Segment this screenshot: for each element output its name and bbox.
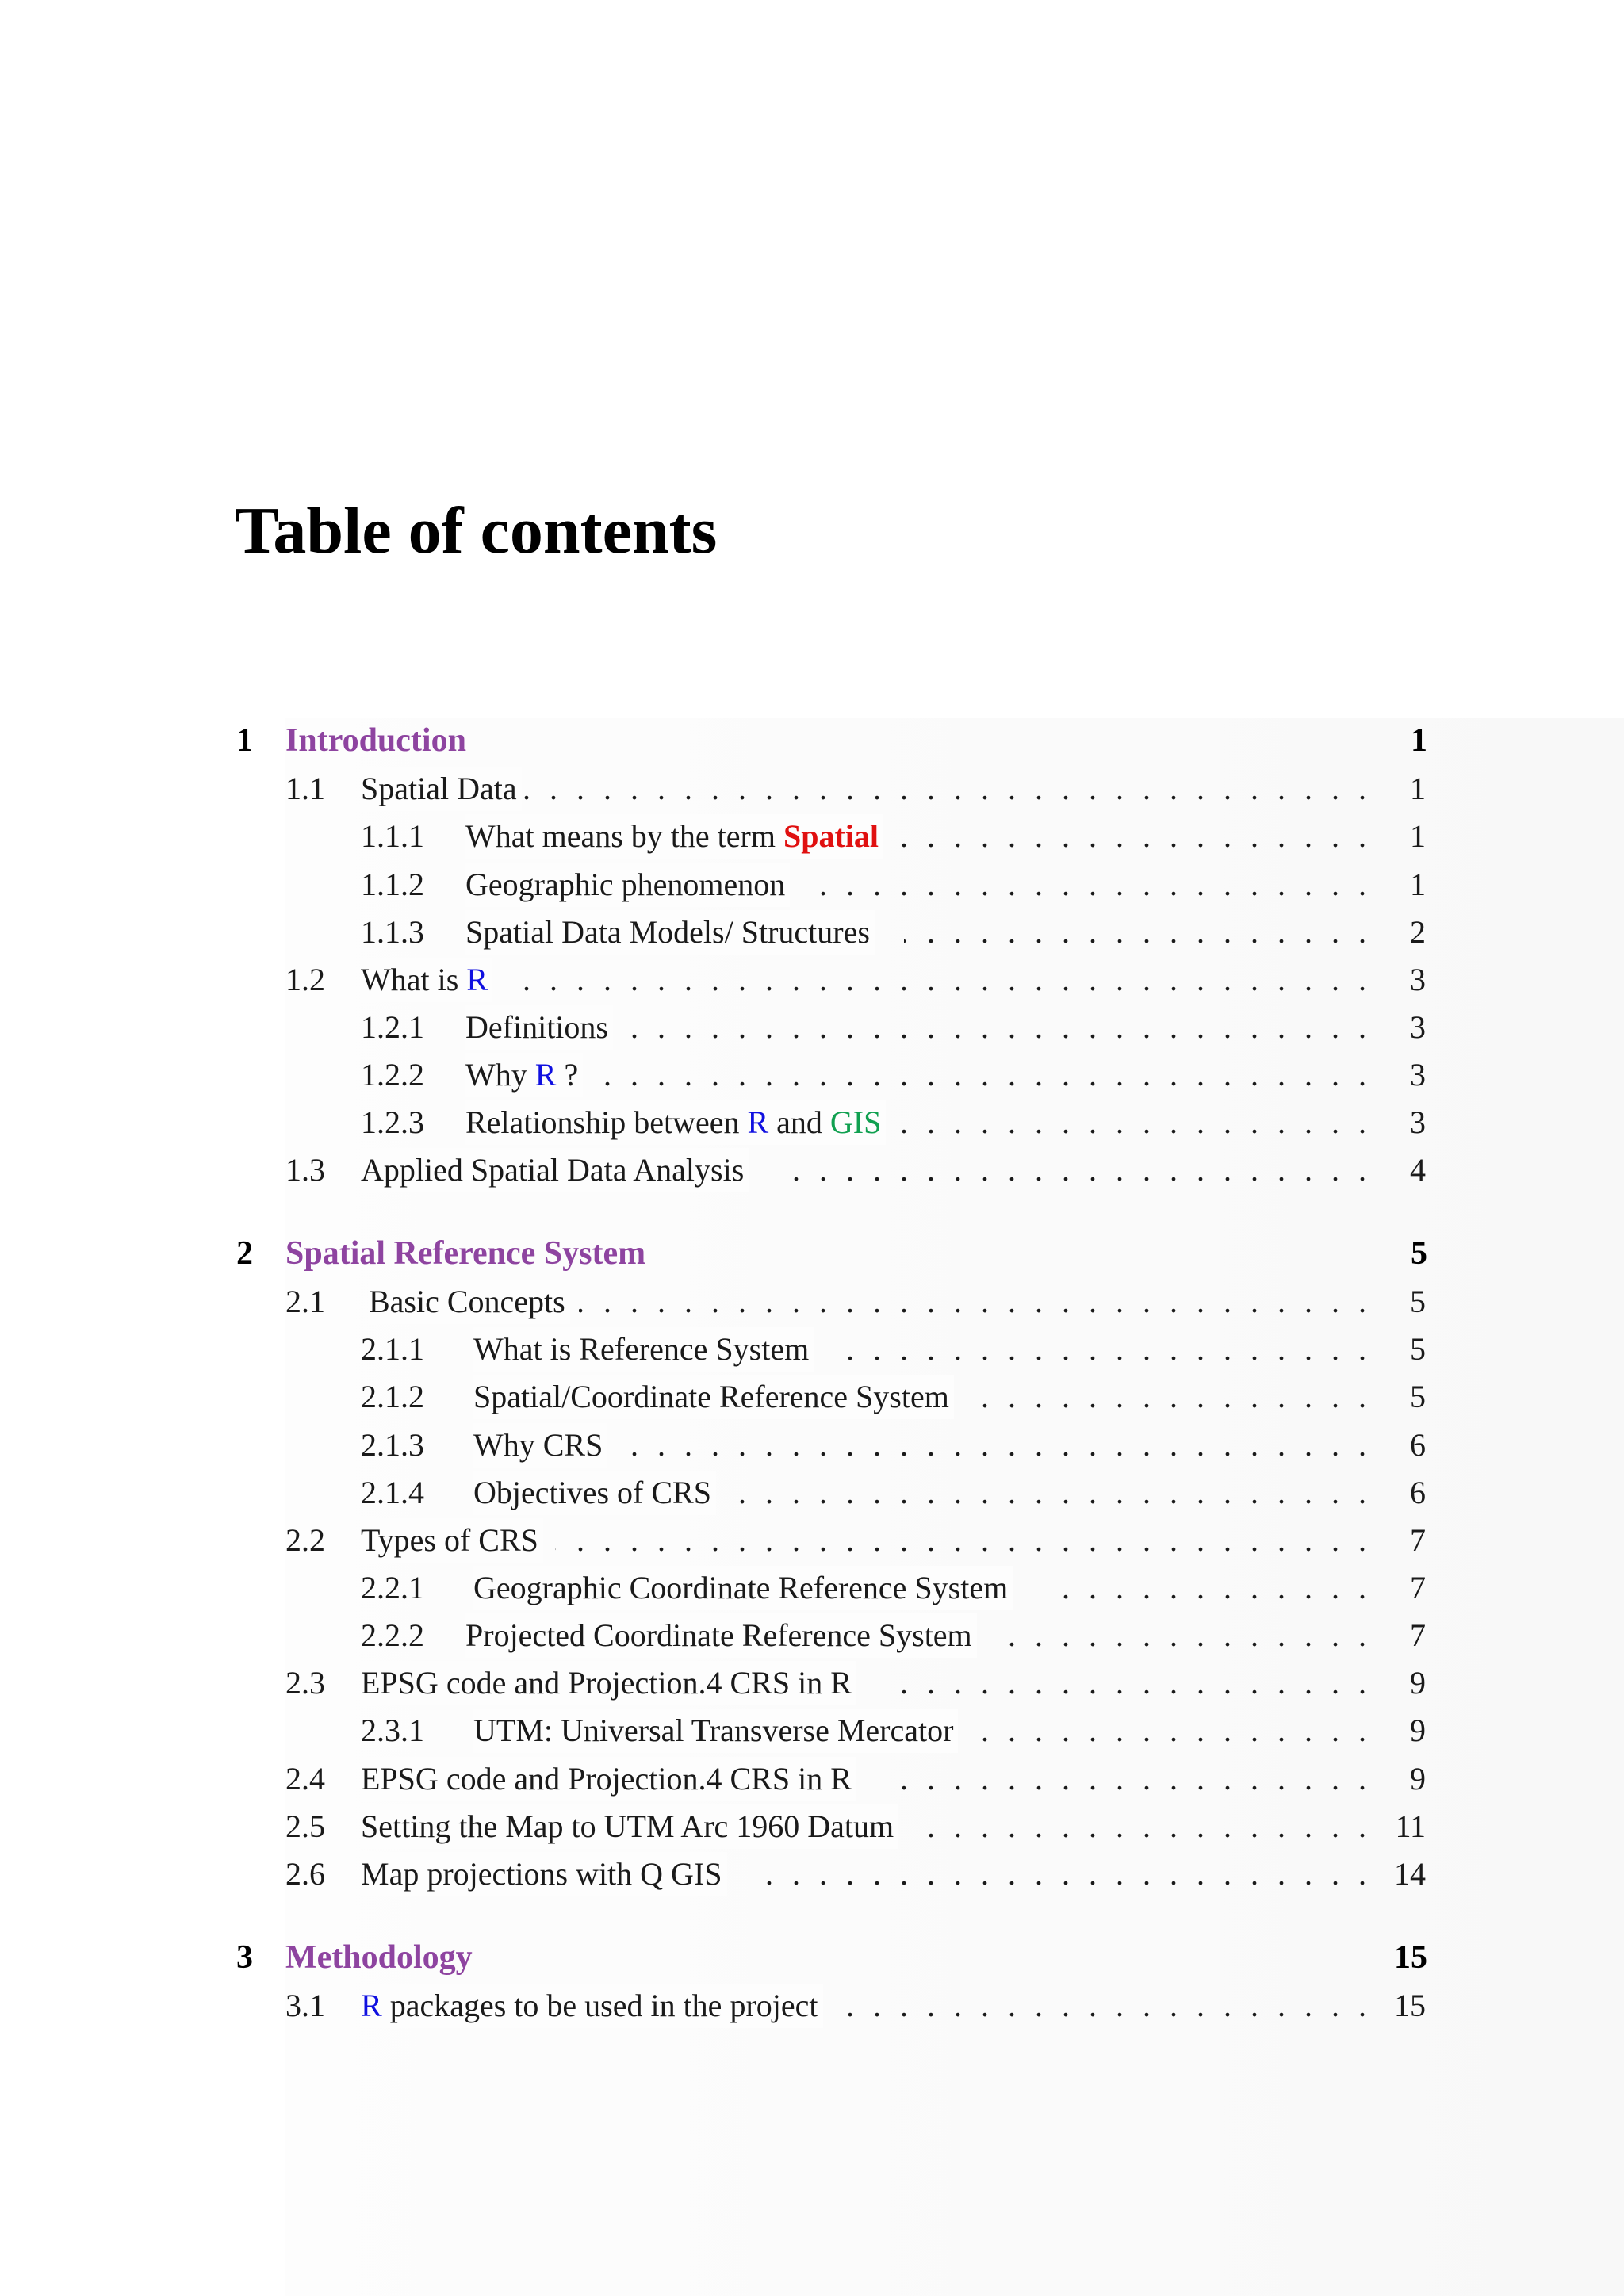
toc-title[interactable]: What is Reference System xyxy=(473,1327,814,1372)
toc-entry-3-1[interactable] xyxy=(0,1984,1624,2028)
toc-title[interactable]: Geographic Coordinate Reference System xyxy=(473,1566,1013,1610)
toc-leader-dots xyxy=(896,1661,1366,1705)
toc-page: 9 xyxy=(1410,1761,1426,1797)
toc-number: 2.2.1 xyxy=(361,1570,424,1605)
toc-title[interactable]: Setting the Map to UTM Arc 1960 Datum xyxy=(361,1804,898,1849)
toc-title-mid: and xyxy=(768,1104,830,1140)
toc-entry-1-1[interactable] xyxy=(0,767,1624,811)
toc-page: 15 xyxy=(1394,1939,1427,1976)
toc-number: 2.3 xyxy=(285,1665,325,1701)
toc-leader-dots xyxy=(523,767,1366,811)
toc-title-text: packages to be used in the project xyxy=(381,1988,818,2023)
toc-entry-2-5[interactable] xyxy=(0,1804,1624,1849)
toc-entry-2-2-1[interactable] xyxy=(0,1566,1624,1610)
toc-leader-dots xyxy=(595,1053,1366,1097)
toc-title-text: Why xyxy=(465,1057,535,1093)
toc-number: 2.4 xyxy=(285,1761,325,1797)
toc-page: 11 xyxy=(1395,1808,1426,1844)
toc-entry-1-3[interactable] xyxy=(0,1148,1624,1192)
toc-leader-dots xyxy=(726,1471,1366,1515)
toc-title[interactable]: Geographic phenomenon xyxy=(465,863,790,907)
toc-page: 6 xyxy=(1410,1475,1426,1510)
toc-entry-2-1[interactable] xyxy=(0,1280,1624,1324)
toc-number: 1.1.1 xyxy=(361,818,424,854)
toc-entry-2-2-2[interactable] xyxy=(0,1613,1624,1658)
toc-title[interactable] xyxy=(465,1053,583,1097)
toc-page: 6 xyxy=(1410,1427,1426,1463)
toc-leader-dots xyxy=(829,1327,1366,1372)
toc-page: 7 xyxy=(1410,1522,1426,1558)
toc-leader-dots xyxy=(848,1984,1366,2028)
toc-page: 7 xyxy=(1410,1570,1426,1605)
toc-title-text: Relationship between xyxy=(465,1104,748,1140)
toc-title-suffix: ? xyxy=(556,1057,579,1093)
toc-chapter-2[interactable] xyxy=(0,1231,1624,1276)
toc-title-text: What is xyxy=(361,962,467,997)
toc-page: 3 xyxy=(1410,1057,1426,1093)
spatial-highlight: Spatial xyxy=(783,818,879,854)
toc-page: 15 xyxy=(1394,1988,1426,2023)
toc-title[interactable]: Methodology xyxy=(285,1939,473,1976)
toc-leader-dots xyxy=(753,1852,1366,1896)
toc-leader-dots xyxy=(975,1375,1366,1419)
toc-leader-dots xyxy=(801,863,1366,907)
toc-number: 2.3.1 xyxy=(361,1712,424,1748)
gis-highlight: GIS xyxy=(829,1104,882,1140)
r-highlight: R xyxy=(361,1988,382,2023)
toc-title[interactable] xyxy=(465,1100,886,1145)
toc-leader-dots xyxy=(896,1100,1366,1145)
toc-title-text: What means by the term xyxy=(465,818,783,854)
toc-number: 1.3 xyxy=(285,1152,325,1188)
toc-title[interactable]: Spatial/Coordinate Reference System xyxy=(473,1375,954,1419)
toc-leader-dots xyxy=(896,814,1366,859)
toc-entry-2-2[interactable] xyxy=(0,1518,1624,1563)
toc-page: 2 xyxy=(1410,914,1426,950)
toc-number: 1 xyxy=(236,722,253,759)
toc-page: 1 xyxy=(1410,818,1426,854)
toc-number: 1.1.3 xyxy=(361,914,424,950)
toc-title[interactable]: UTM: Universal Transverse Mercator xyxy=(473,1709,958,1753)
toc-entry-2-3[interactable] xyxy=(0,1661,1624,1705)
toc-title[interactable]: Spatial Data xyxy=(361,767,522,811)
toc-entry-1-1-2[interactable] xyxy=(0,863,1624,907)
toc-number: 2.1 xyxy=(285,1284,325,1319)
toc-number: 3 xyxy=(236,1939,253,1976)
toc-page: 3 xyxy=(1410,1104,1426,1140)
toc-number: 1.2.3 xyxy=(361,1104,424,1140)
toc-title[interactable] xyxy=(361,958,492,1002)
toc-number: 2.1.4 xyxy=(361,1475,424,1510)
toc-leader-dots xyxy=(626,1423,1366,1468)
toc-leader-dots xyxy=(555,1518,1366,1563)
toc-title[interactable]: Spatial Data Models/ Structures xyxy=(465,910,875,955)
toc-entry-1-2[interactable] xyxy=(0,958,1624,1002)
toc-title[interactable] xyxy=(465,814,883,859)
toc-page: 5 xyxy=(1410,1379,1426,1414)
toc-leader-dots xyxy=(904,910,1366,955)
toc-number: 1.2.2 xyxy=(361,1057,424,1093)
toc-entry-2-1-2[interactable] xyxy=(0,1375,1624,1419)
toc-title[interactable]: Spatial Reference System xyxy=(285,1235,646,1272)
toc-page: 5 xyxy=(1410,1331,1426,1367)
toc-title[interactable]: Why CRS xyxy=(473,1423,607,1468)
toc-title[interactable]: Objectives of CRS xyxy=(473,1471,716,1515)
toc-entry-1-1-3[interactable] xyxy=(0,910,1624,955)
toc-number: 1.2 xyxy=(285,962,325,997)
toc-title[interactable]: Projected Coordinate Reference System xyxy=(465,1613,977,1658)
toc-entry-2-1-3[interactable] xyxy=(0,1423,1624,1468)
toc-leader-dots xyxy=(1047,1566,1366,1610)
toc-title[interactable]: Basic Concepts xyxy=(369,1280,570,1324)
toc-number: 2.1.1 xyxy=(361,1331,424,1367)
toc-entry-2-1-1[interactable] xyxy=(0,1327,1624,1372)
toc-number: 2.1.2 xyxy=(361,1379,424,1414)
toc-number: 2 xyxy=(236,1235,253,1272)
toc-page: 3 xyxy=(1410,962,1426,997)
toc-number: 1.1.2 xyxy=(361,867,424,902)
toc-entry-2-6[interactable] xyxy=(0,1852,1624,1896)
toc-number: 3.1 xyxy=(285,1988,325,2023)
r-highlight: R xyxy=(534,1057,557,1093)
toc-entry-1-1-1[interactable] xyxy=(0,814,1624,859)
toc-number: 2.2 xyxy=(285,1522,325,1558)
toc-page: 1 xyxy=(1411,722,1427,759)
toc-page: 14 xyxy=(1394,1856,1426,1892)
toc-page: 7 xyxy=(1410,1617,1426,1653)
toc-title[interactable]: Applied Spatial Data Analysis xyxy=(361,1148,749,1192)
toc-entry-1-2-1[interactable] xyxy=(0,1005,1624,1050)
toc-title[interactable]: Types of CRS xyxy=(361,1518,543,1563)
toc-number: 1.1 xyxy=(285,771,325,806)
toc-chapter-3[interactable] xyxy=(0,1935,1624,1980)
toc-page: 9 xyxy=(1410,1712,1426,1748)
toc-leader-dots xyxy=(777,1148,1366,1192)
toc-page: 1 xyxy=(1410,771,1426,806)
toc-entry-2-4[interactable] xyxy=(0,1757,1624,1801)
toc-page: 1 xyxy=(1410,867,1426,902)
toc-number: 1.2.1 xyxy=(361,1009,424,1045)
toc-number: 2.6 xyxy=(285,1856,325,1892)
toc-number: 2.5 xyxy=(285,1808,325,1844)
toc-chapter-1[interactable] xyxy=(0,718,1624,763)
page-title: Table of contents xyxy=(235,494,718,568)
toc-title[interactable]: Definitions xyxy=(465,1005,613,1050)
r-highlight: R xyxy=(466,962,488,997)
r-highlight: R xyxy=(747,1104,769,1140)
toc-title[interactable]: EPSG code and Projection.4 CRS in R xyxy=(361,1661,856,1705)
toc-entry-1-2-3[interactable] xyxy=(0,1100,1624,1145)
toc-leader-dots xyxy=(508,958,1366,1002)
toc-page: 9 xyxy=(1410,1665,1426,1701)
toc-title[interactable] xyxy=(361,1984,823,2028)
toc-page: 3 xyxy=(1410,1009,1426,1045)
toc-entry-1-2-2[interactable] xyxy=(0,1053,1624,1097)
toc-page: 5 xyxy=(1410,1284,1426,1319)
toc-leader-dots xyxy=(975,1709,1366,1753)
toc-title[interactable]: EPSG code and Projection.4 CRS in R xyxy=(361,1757,856,1801)
toc-page: 4 xyxy=(1410,1152,1426,1188)
toc-leader-dots xyxy=(920,1804,1366,1849)
toc-title[interactable]: Introduction xyxy=(285,722,466,759)
toc-number: 2.2.2 xyxy=(361,1617,424,1653)
toc-page: 5 xyxy=(1411,1235,1427,1272)
toc-leader-dots xyxy=(896,1757,1366,1801)
toc-leader-dots xyxy=(626,1005,1366,1050)
toc-number: 2.1.3 xyxy=(361,1427,424,1463)
toc-entry-2-1-4[interactable] xyxy=(0,1471,1624,1515)
toc-leader-dots xyxy=(579,1280,1366,1324)
toc-entry-2-3-1[interactable] xyxy=(0,1709,1624,1753)
toc-title[interactable]: Map projections with Q GIS xyxy=(361,1852,727,1896)
toc-leader-dots xyxy=(991,1613,1366,1658)
